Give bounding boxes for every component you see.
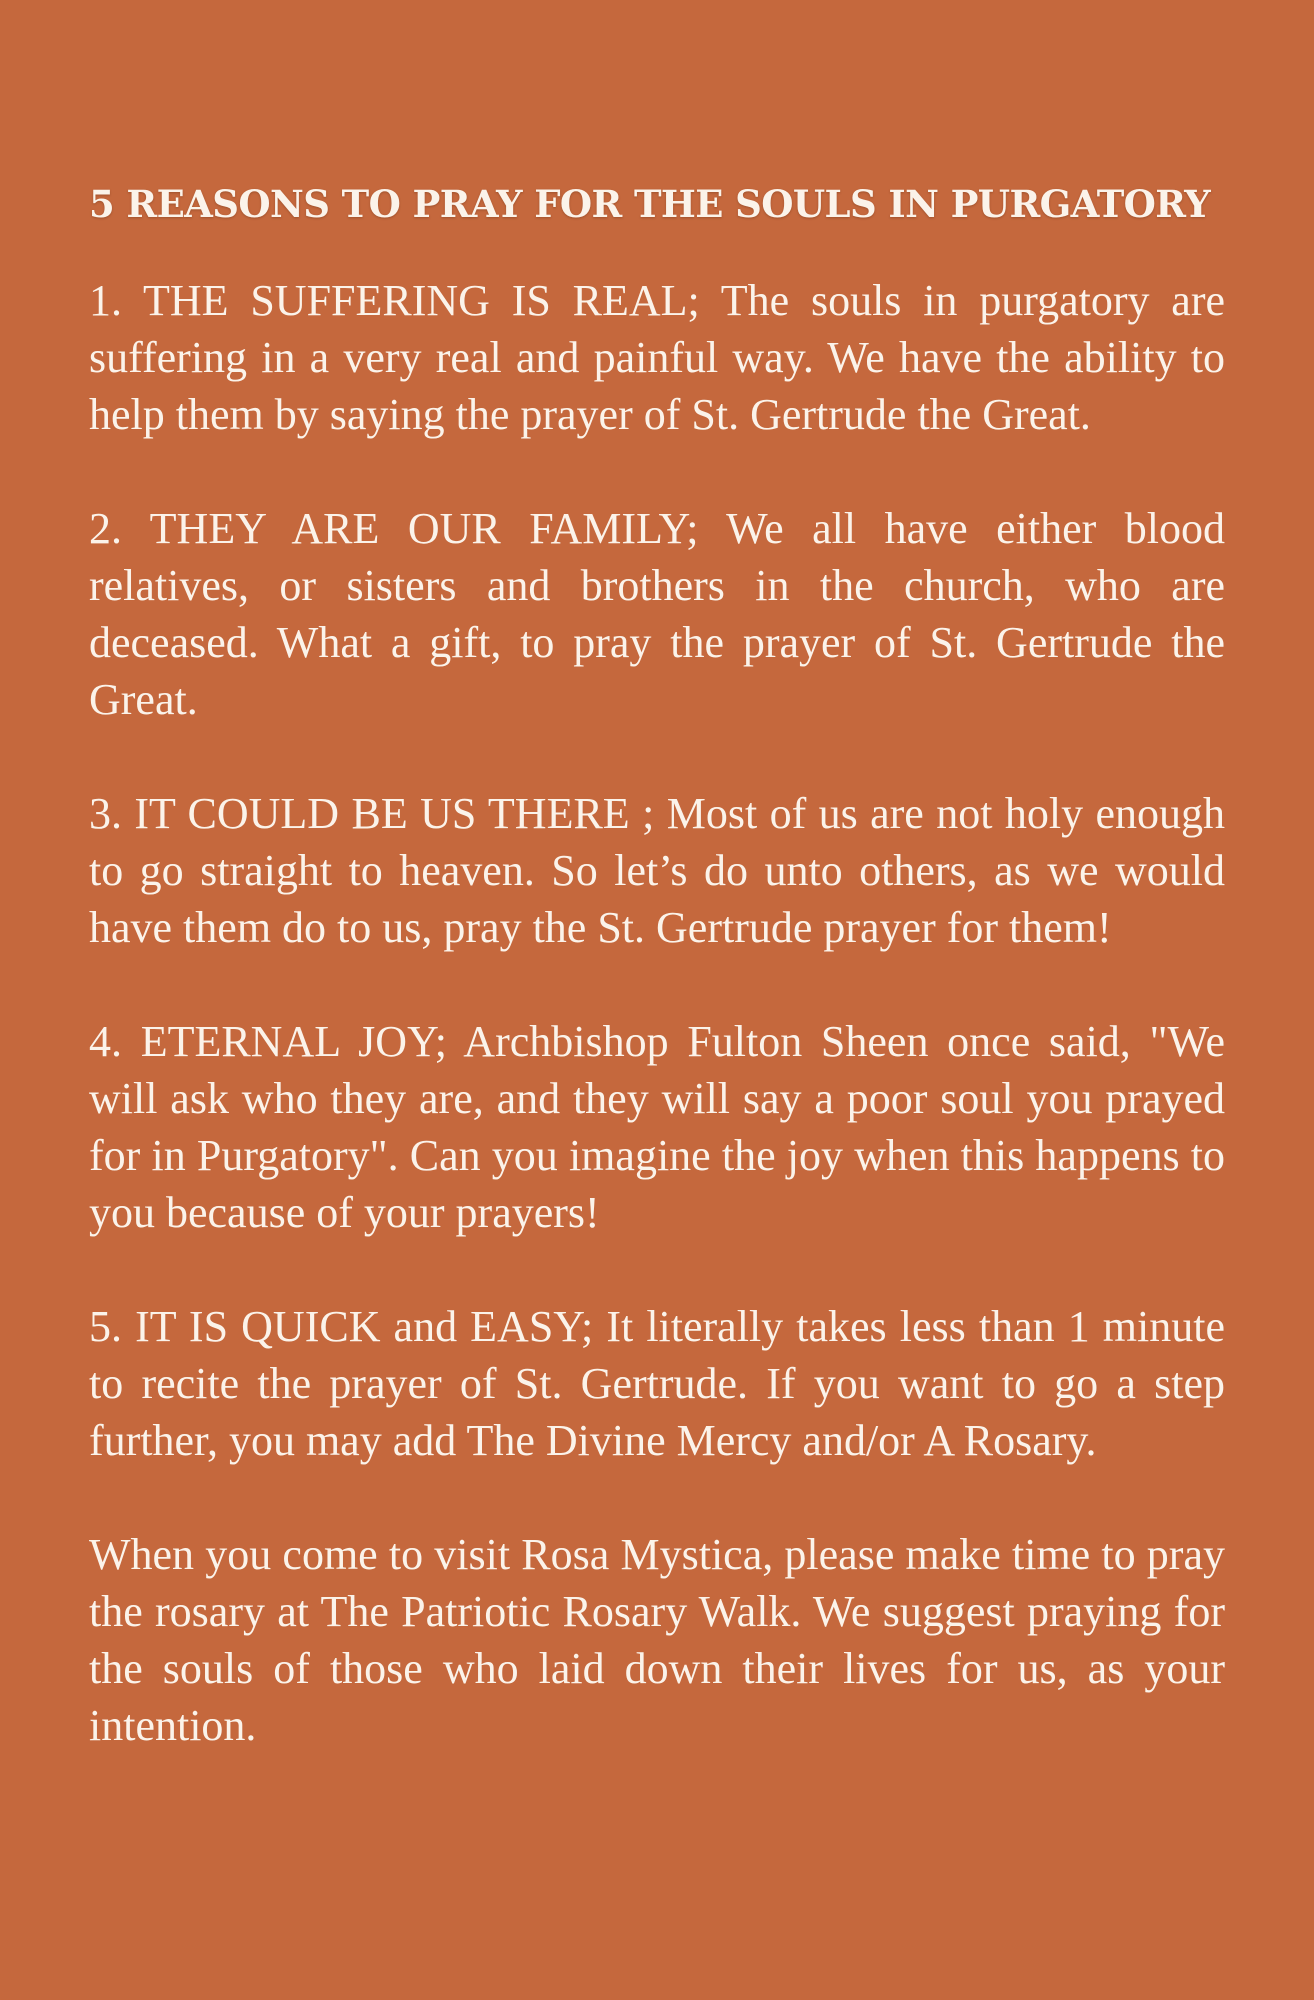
reason-5-paragraph: 5. IT IS QUICK and EASY; It literally takes less than 1 minute to recite the prayer of St. Gertrude. If you want to go a step further, you may add The Divine Mercy and/or A Rosary. <box>89 1302 1225 1465</box>
document-page <box>89 178 1225 1754</box>
reason-4-paragraph: 4. ETERNAL JOY; Archbishop Fulton Sheen once said, "We will ask who they are, and they will say a poor soul you prayed for in Purgatory". Can you imagine the joy when this happens to you because of your prayers! <box>89 1017 1225 1237</box>
reason-3-paragraph: 3. IT COULD BE US THERE ; Most of us are not holy enough to go straight to heaven. So let’s do unto others, as we would have them do to us, pray the St. Gertrude prayer for them! <box>89 789 1225 952</box>
reason-1-paragraph: 1. THE SUFFERING IS REAL; The souls in purgatory are suffering in a very real and painful way. We have the ability to help them by saying the prayer of St. Gertrude the Great. <box>89 276 1225 439</box>
page-title: 5 REASONS TO PRAY FOR THE SOULS IN PURGATORY <box>89 182 1211 226</box>
reason-2-paragraph: 2. THEY ARE OUR FAMILY; We all have either blood relatives, or sisters and brothers in the church, who are deceased. What a gift, to pray the prayer of St. Gertrude the Great. <box>89 504 1225 724</box>
closing-paragraph: When you come to visit Rosa Mystica, please make time to pray the rosary at The Patriotic Rosary Walk. We suggest praying for the souls of those who laid down their lives for us, as your intention. <box>89 1530 1225 1750</box>
